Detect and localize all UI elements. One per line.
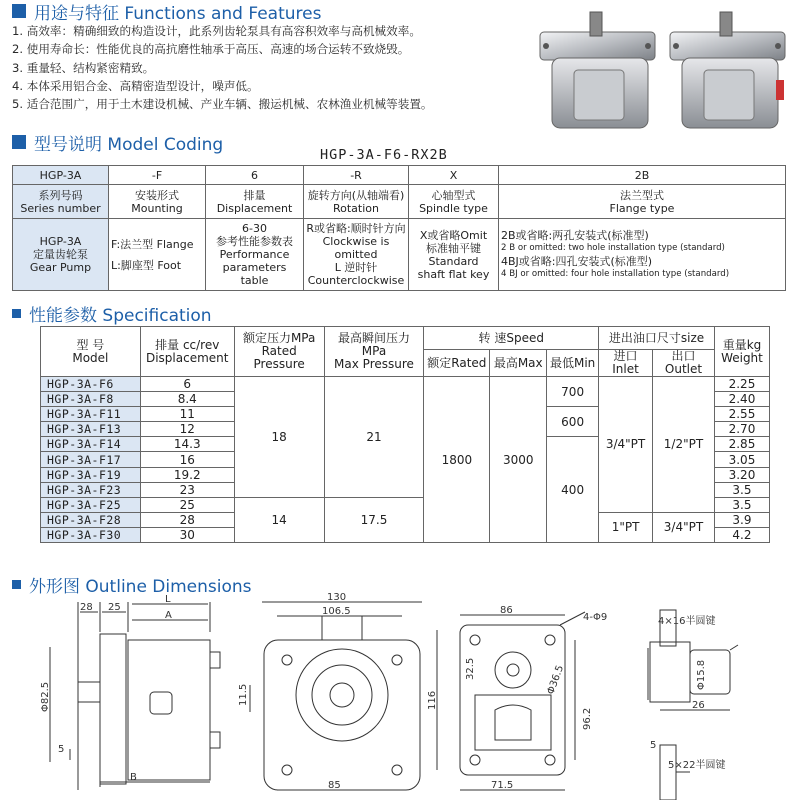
inlet-cell: 1"PT (599, 512, 653, 542)
weight-cell: 2.85 (714, 437, 769, 452)
dim-label: Φ15.8 (696, 659, 707, 690)
label-cell: 法兰型式 Flange type (499, 185, 786, 219)
rated-pressure-cell: 14 (234, 497, 324, 542)
code-cell: HGP-3A (13, 166, 109, 185)
flange-view-drawing (425, 600, 625, 800)
disp-cell: 8.4 (140, 392, 234, 407)
detail-cell: HGP-3A 定量齿轮泵 Gear Pump (13, 219, 109, 291)
model-cell: HGP-3A-F17 (41, 452, 141, 467)
feature-item: 2. 使用寿命长：性能优良的高抗磨性轴承于高压、高速的场合运转不致烧毁。 (12, 42, 410, 57)
code-cell: X (409, 166, 499, 185)
model-cell: HGP-3A-F25 (41, 497, 141, 512)
dim-label: 71.5 (491, 780, 514, 791)
spec-heading (12, 302, 212, 324)
dim-label: Φ36.5 (545, 663, 567, 697)
dim-label: 32.5 (465, 657, 476, 680)
rated-pressure-cell: 18 (234, 377, 324, 498)
code-cell: -F (109, 166, 206, 185)
disp-cell: 30 (140, 527, 234, 542)
dim-label: A (165, 610, 172, 621)
coding-title: 型号说明 Model Coding (34, 134, 224, 155)
speed-min-cell: 400 (547, 437, 599, 543)
label-cell: 排量 Displacement (206, 185, 304, 219)
dim-label: B (130, 772, 137, 783)
outline-title: 外形图 Outline Dimensions (29, 576, 252, 597)
max-pressure-cell: 21 (324, 377, 424, 498)
model-cell: HGP-3A-F28 (41, 512, 141, 527)
dim-label: 86 (500, 605, 513, 616)
model-cell: HGP-3A-F13 (41, 422, 141, 437)
detail-cell: R或省略:顺时针方向 Clockwise is omitted L 逆时针 Counterclockwise (304, 219, 409, 291)
dim-label: 5×22半圆键 (668, 760, 726, 771)
weight-cell: 2.25 (714, 377, 769, 392)
weight-cell: 3.5 (714, 497, 769, 512)
header-model: 型 号 Model (41, 327, 141, 377)
dim-label: 5 (650, 740, 657, 751)
outlet-cell: 1/2"PT (653, 377, 715, 513)
header-rated-pressure: 额定压力MPa Rated Pressure (234, 327, 324, 377)
detail-row (13, 219, 786, 291)
dim-label: 26 (692, 700, 705, 711)
detail-cell: F:法兰型 Flange L:脚座型 Foot (109, 219, 206, 291)
label-cell: 心轴型式 Spindle type (409, 185, 499, 219)
weight-cell: 2.55 (714, 407, 769, 422)
feature-item: 3. 重量轻、结构紧密精致。 (12, 60, 155, 75)
detail-cell: 6-30 参考性能参数表 Performance parameters table (206, 219, 304, 291)
weight-cell: 3.9 (714, 512, 769, 527)
dim-label: 5 (58, 744, 65, 755)
weight-cell: 4.2 (714, 527, 769, 542)
model-cell: HGP-3A-F19 (41, 467, 141, 482)
outlet-cell: 3/4"PT (653, 512, 715, 542)
detail-cell: 2B或省略:两孔安装式(标准型) 2 B or omitted: two hole installation type (standard) 4BJ或省略:四孔安装式(标准型) 4 BJ or omitted: four hole installation type (standard) (499, 219, 786, 291)
disp-cell: 12 (140, 422, 234, 437)
code-cell: 2B (499, 166, 786, 185)
dim-label: 130 (327, 592, 347, 603)
dim-label: 4×16半圆键 (658, 616, 716, 627)
speed-rated-cell: 1800 (424, 377, 490, 543)
feature-item: 5. 适合范围广，用于土木建设机械、产业车辆、搬运机械、农林渔业机械等装置。 (12, 97, 433, 112)
dim-label: 96.2 (582, 707, 593, 730)
feature-item: 4. 本体采用铝合金、高精密造型设计，噪声低。 (12, 78, 259, 93)
model-code-string: HGP-3A-F6-RX2B (320, 147, 448, 163)
disp-cell: 28 (140, 512, 234, 527)
shaft-detail-drawing (620, 600, 798, 800)
header-speed-rated: 额定Rated (424, 350, 490, 377)
model-cell: HGP-3A-F14 (41, 437, 141, 452)
weight-cell: 3.5 (714, 482, 769, 497)
front-view-drawing (232, 590, 432, 800)
header-weight: 重量kg Weight (714, 327, 769, 377)
section-marker-icon (12, 580, 21, 589)
weight-cell: 3.20 (714, 467, 769, 482)
label-cell: 系列号码 Series number (13, 185, 109, 219)
disp-cell: 11 (140, 407, 234, 422)
header-port-size: 进出油口尺寸size (599, 327, 715, 350)
code-cell: 6 (206, 166, 304, 185)
header-inlet: 进口Inlet (599, 350, 653, 377)
side-view-drawing (30, 592, 230, 800)
speed-max-cell: 3000 (490, 377, 547, 543)
dim-label: 106.5 (322, 606, 351, 617)
pump-left (540, 12, 655, 128)
header-speed-min: 最低Min (547, 350, 599, 377)
features-heading (12, 0, 321, 22)
model-cell: HGP-3A-F6 (41, 377, 141, 392)
feature-item: 1. 高效率：精确细致的构造设计，此系列齿轮泵具有高容积效率与高机械效率。 (12, 24, 421, 38)
weight-cell: 2.70 (714, 422, 769, 437)
coding-heading (12, 131, 223, 153)
model-coding-table (12, 165, 786, 291)
dim-label: 28 (80, 602, 93, 613)
specification-table (40, 326, 770, 543)
disp-cell: 25 (140, 497, 234, 512)
label-cell: 旋转方向(从轴端看) Rotation (304, 185, 409, 219)
speed-min-cell: 600 (547, 407, 599, 437)
features-list (12, 22, 532, 113)
header-outlet: 出口Outlet (653, 350, 715, 377)
model-cell: HGP-3A-F8 (41, 392, 141, 407)
code-cell: -R (304, 166, 409, 185)
dim-label: 4-Φ9 (583, 612, 608, 623)
section-marker-icon (12, 4, 26, 18)
disp-cell: 23 (140, 482, 234, 497)
spec-title: 性能参数 Specification (29, 305, 212, 326)
gear-pump-photo (530, 10, 795, 140)
section-marker-icon (12, 135, 26, 149)
speed-min-cell: 700 (547, 377, 599, 407)
header-speed: 转 速Speed (424, 327, 599, 350)
disp-cell: 19.2 (140, 467, 234, 482)
header-speed-max: 最高Max (490, 350, 547, 377)
header-max-pressure: 最高瞬间压力MPa Max Pressure (324, 327, 424, 377)
dim-label: Φ82.5 (40, 681, 51, 712)
code-row (13, 166, 786, 185)
detail-cell: X或省略Omit 标准轴平键 Standard shaft flat key (409, 219, 499, 291)
dim-label: L (165, 594, 171, 605)
features-title: 用途与特征 Functions and Features (34, 3, 322, 24)
disp-cell: 14.3 (140, 437, 234, 452)
header-displacement: 排量 cc/rev Displacement (140, 327, 234, 377)
disp-cell: 16 (140, 452, 234, 467)
dim-label: 116 (427, 690, 438, 710)
weight-cell: 2.40 (714, 392, 769, 407)
model-cell: HGP-3A-F11 (41, 407, 141, 422)
disp-cell: 6 (140, 377, 234, 392)
model-cell: HGP-3A-F30 (41, 527, 141, 542)
dim-label: 85 (328, 780, 341, 791)
max-pressure-cell: 17.5 (324, 497, 424, 542)
dim-label: 11.5 (238, 683, 249, 706)
section-marker-icon (12, 309, 21, 318)
model-cell: HGP-3A-F23 (41, 482, 141, 497)
inlet-cell: 3/4"PT (599, 377, 653, 513)
label-row (13, 185, 786, 219)
dim-label: 25 (108, 602, 121, 613)
table-row (41, 377, 770, 392)
pump-right (670, 12, 785, 128)
weight-cell: 3.05 (714, 452, 769, 467)
label-cell: 安装形式 Mounting (109, 185, 206, 219)
